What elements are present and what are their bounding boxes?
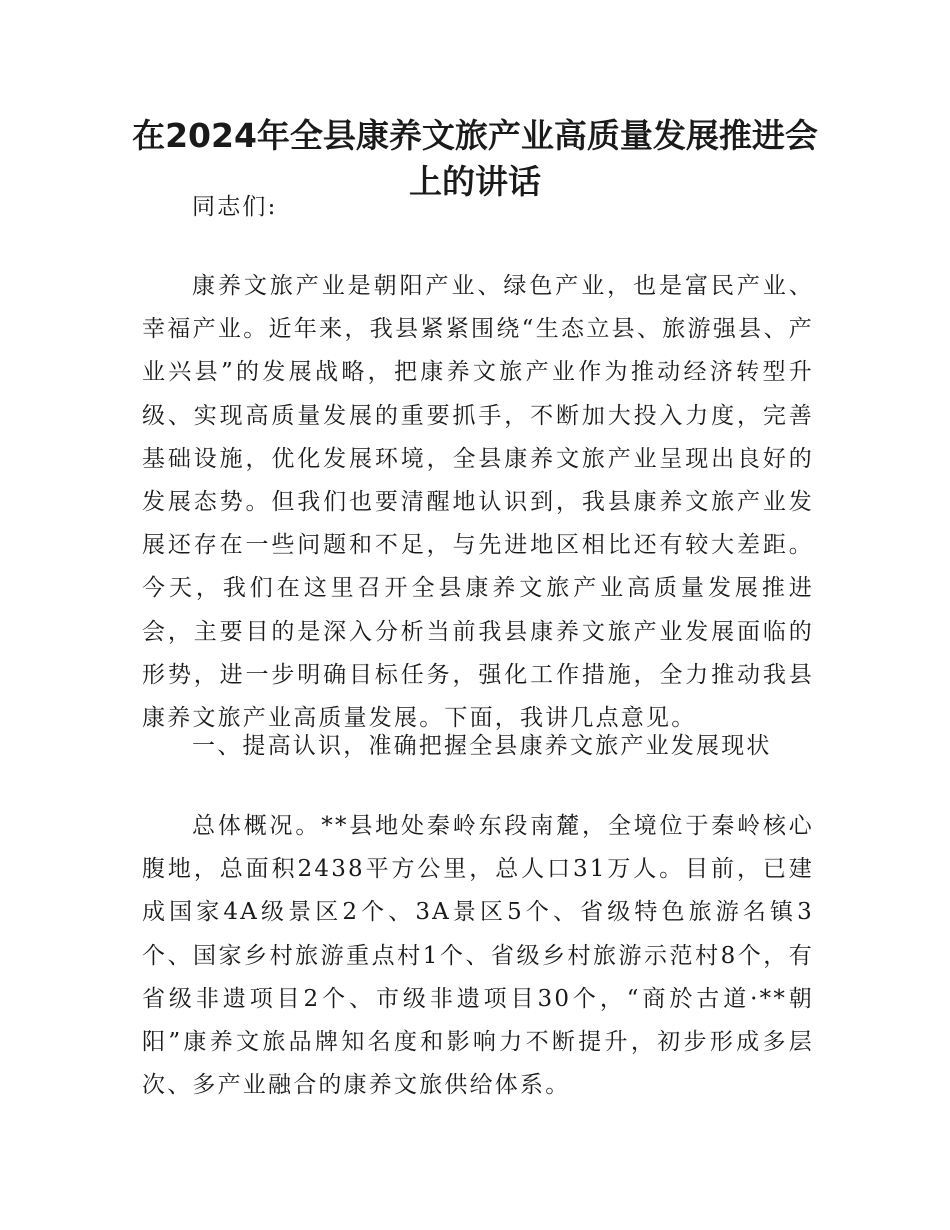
- section-heading-1: 一、提高认识，准确把握全县康养文旅产业发展现状: [192, 733, 772, 759]
- paragraph-intro: 康养文旅产业是朝阳产业、绿色产业，也是富民产业、幸福产业。近年来，我县紧紧围绕“生态立县、旅游强县、产业兴县”的发展战略，把康养文旅产业作为推动经济转型升级、实现高质量发展的重要抓手，不断加大投入力度，完善基础设施，优化发展环境，全县康养文旅产业呈现出良好的发展态势。但我们也要清醒地认识到，我县康养文旅产业发展还存在一些问题和不足，与先进地区相比还有较大差距。今天，我们在这里召开全县康养文旅产业高质量发展推进会，主要目的是深入分析当前我县康养文旅产业发展面临的形势，进一步明确目标任务，强化工作措施，全力推动我县康养文旅产业高质量发展。下面，我讲几点意见。: [142, 273, 814, 732]
- salutation: 同志们:: [192, 194, 278, 220]
- document-title-line-1: 在2024年全县康养文旅产业高质量发展推进会: [132, 116, 818, 155]
- document-title-line-2: 上的讲话: [409, 162, 541, 201]
- paragraph-overview: 总体概况。**县地处秦岭东段南麓，全境位于秦岭核心腹地，总面积2438平方公里，总人口31万人。目前，已建成国家4A级景区2个、3A景区5个、省级特色旅游名镇3个、国家乡村旅游重点村1个、省级乡村旅游示范村8个，有省级非遗项目2个、市级非遗项目30个，“商於古道·**朝阳”康养文旅品牌知名度和影响力不断提升，初步形成多层次、多产业融合的康养文旅供给体系。: [142, 813, 814, 1099]
